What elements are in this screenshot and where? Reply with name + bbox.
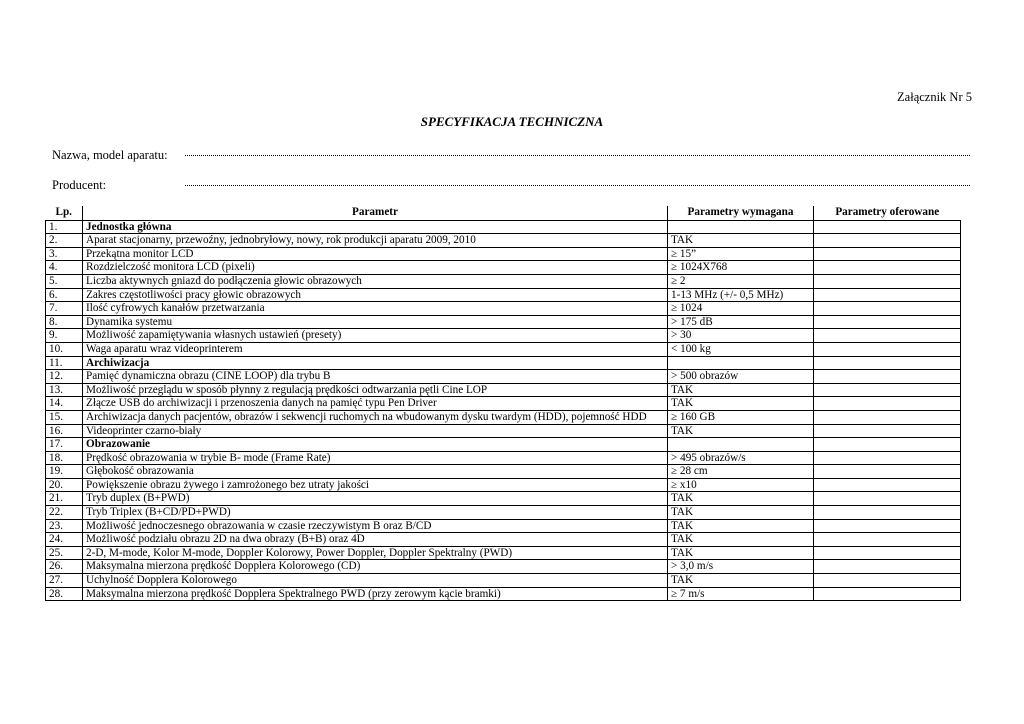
parameter-name: Rozdzielczość monitora LCD (pixeli) [83, 261, 668, 275]
table-row [46, 478, 961, 492]
required-value: TAK [668, 574, 814, 588]
offered-value-cell [814, 478, 961, 492]
row-number: 14. [46, 397, 83, 411]
table-row [46, 519, 961, 533]
required-value: ≥ 160 GB [668, 410, 814, 424]
parameter-name: Ilość cyfrowych kanałów przetwarzania [83, 302, 668, 316]
row-number: 6. [46, 288, 83, 302]
table-row [46, 506, 961, 520]
row-number: 2. [46, 234, 83, 248]
required-value: TAK [668, 519, 814, 533]
required-value: TAK [668, 383, 814, 397]
table-row [46, 302, 961, 316]
model-dotted-line [185, 154, 970, 156]
parameter-name: Powiększenie obrazu żywego i zamrożonego bez utraty jakości [83, 478, 668, 492]
required-value: TAK [668, 424, 814, 438]
required-value: TAK [668, 533, 814, 547]
parameter-name: Głębokość obrazowania [83, 465, 668, 479]
required-value: ≥ x10 [668, 478, 814, 492]
row-number: 9. [46, 329, 83, 343]
offered-value-cell [814, 574, 961, 588]
offered-value-cell [814, 274, 961, 288]
table-row [46, 370, 961, 384]
offered-value-cell [814, 342, 961, 356]
row-number: 16. [46, 424, 83, 438]
parameter-name: Waga aparatu wraz videoprinterem [83, 342, 668, 356]
offered-value-cell [814, 546, 961, 560]
table-row [46, 329, 961, 343]
table-row [46, 220, 961, 234]
row-number: 12. [46, 370, 83, 384]
required-value [668, 438, 814, 452]
parameter-name: Prędkość obrazowania w trybie B- mode (Frame Rate) [83, 451, 668, 465]
table-row [46, 397, 961, 411]
required-value: > 175 dB [668, 315, 814, 329]
row-number: 19. [46, 465, 83, 479]
offered-value-cell [814, 519, 961, 533]
section-heading: Jednostka główna [83, 220, 668, 234]
offered-value-cell [814, 506, 961, 520]
offered-value-cell [814, 451, 961, 465]
required-value: ≥ 28 cm [668, 465, 814, 479]
required-value: TAK [668, 397, 814, 411]
row-number: 11. [46, 356, 83, 370]
model-label: Nazwa, model aparatu: [52, 148, 168, 162]
table-row [46, 383, 961, 397]
row-number: 17. [46, 438, 83, 452]
row-number: 23. [46, 519, 83, 533]
row-number: 22. [46, 506, 83, 520]
row-number: 10. [46, 342, 83, 356]
parameter-name: Dynamika systemu [83, 315, 668, 329]
table-row [46, 424, 961, 438]
required-value: > 500 obrazów [668, 370, 814, 384]
offered-value-cell [814, 261, 961, 275]
parameter-name: Maksymalna mierzona prędkość Dopplera Kolorowego (CD) [83, 560, 668, 574]
row-number: 4. [46, 261, 83, 275]
offered-value-cell [814, 302, 961, 316]
row-number: 18. [46, 451, 83, 465]
parameter-name: Videoprinter czarno-biały [83, 424, 668, 438]
offered-value-cell [814, 397, 961, 411]
table-row [46, 410, 961, 424]
offered-value-cell [814, 370, 961, 384]
required-value: ≥ 1024 [668, 302, 814, 316]
table-row [46, 234, 961, 248]
required-value: > 495 obrazów/s [668, 451, 814, 465]
row-number: 15. [46, 410, 83, 424]
parameter-name: Możliwość jednoczesnego obrazowania w czasie rzeczywistym B oraz B/CD [83, 519, 668, 533]
offered-value-cell [814, 220, 961, 234]
required-value: ≥ 7 m/s [668, 587, 814, 601]
offered-value-cell [814, 465, 961, 479]
attachment-label: Załącznik Nr 5 [897, 90, 972, 104]
offered-value-cell [814, 438, 961, 452]
offered-value-cell [814, 492, 961, 506]
specification-table [45, 206, 961, 601]
table-row [46, 274, 961, 288]
row-number: 21. [46, 492, 83, 506]
model-field [52, 148, 970, 163]
offered-value-cell [814, 560, 961, 574]
table-row [46, 492, 961, 506]
section-heading: Archiwizacja [83, 356, 668, 370]
offered-value-cell [814, 587, 961, 601]
offered-value-cell [814, 424, 961, 438]
offered-value-cell [814, 329, 961, 343]
row-number: 3. [46, 247, 83, 261]
parameter-name: Archiwizacja danych pacjentów, obrazów i sekwencji ruchomych na wbudowanym dysku twardym (HDD), pojemność HDD [83, 410, 668, 424]
table-row [46, 465, 961, 479]
parameter-name: Pamięć dynamiczna obrazu (CINE LOOP) dla trybu B [83, 370, 668, 384]
section-heading: Obrazowanie [83, 438, 668, 452]
header-required: Parametry wymagana [668, 206, 814, 220]
table-row [46, 315, 961, 329]
offered-value-cell [814, 533, 961, 547]
required-value: 1-13 MHz (+/- 0,5 MHz) [668, 288, 814, 302]
parameter-name: Zakres częstotliwości pracy głowic obrazowych [83, 288, 668, 302]
parameter-name: Złącze USB do archiwizacji i przenoszenia danych na pamięć typu Pen Driver [83, 397, 668, 411]
parameter-name: Maksymalna mierzona prędkość Dopplera Spektralnego PWD (przy zerowym kącie bramki) [83, 587, 668, 601]
row-number: 28. [46, 587, 83, 601]
required-value: > 3,0 m/s [668, 560, 814, 574]
row-number: 20. [46, 478, 83, 492]
parameter-name: Aparat stacjonarny, przewoźny, jednobryłowy, nowy, rok produkcji aparatu 2009, 2010 [83, 234, 668, 248]
offered-value-cell [814, 410, 961, 424]
row-number: 1. [46, 220, 83, 234]
table-row [46, 261, 961, 275]
producer-dotted-line [185, 184, 970, 186]
parameter-name: Uchylność Dopplera Kolorowego [83, 574, 668, 588]
table-row [46, 574, 961, 588]
required-value [668, 356, 814, 370]
parameter-name: Tryb Triplex (B+CD/PD+PWD) [83, 506, 668, 520]
table-row [46, 342, 961, 356]
required-value: ≥ 1024X768 [668, 261, 814, 275]
row-number: 5. [46, 274, 83, 288]
row-number: 24. [46, 533, 83, 547]
table-header-row [46, 206, 961, 220]
required-value: TAK [668, 492, 814, 506]
parameter-name: Możliwość zapamiętywania własnych ustawień (presety) [83, 329, 668, 343]
table-row [46, 546, 961, 560]
parameter-name: Liczba aktywnych gniazd do podłączenia głowic obrazowych [83, 274, 668, 288]
header-parametr: Parametr [83, 206, 668, 220]
table-row [46, 451, 961, 465]
offered-value-cell [814, 247, 961, 261]
offered-value-cell [814, 383, 961, 397]
required-value: > 30 [668, 329, 814, 343]
header-offered: Parametry oferowane [814, 206, 961, 220]
required-value: ≥ 2 [668, 274, 814, 288]
parameter-name: Możliwość podziału obrazu 2D na dwa obrazy (B+B) oraz 4D [83, 533, 668, 547]
row-number: 13. [46, 383, 83, 397]
row-number: 7. [46, 302, 83, 316]
offered-value-cell [814, 234, 961, 248]
required-value: TAK [668, 546, 814, 560]
table-row [46, 560, 961, 574]
table-body [46, 220, 961, 601]
required-value: ≥ 15” [668, 247, 814, 261]
offered-value-cell [814, 288, 961, 302]
offered-value-cell [814, 315, 961, 329]
producer-field [52, 178, 970, 193]
row-number: 27. [46, 574, 83, 588]
row-number: 25. [46, 546, 83, 560]
row-number: 26. [46, 560, 83, 574]
table-row [46, 356, 961, 370]
parameter-name: Przekątna monitor LCD [83, 247, 668, 261]
required-value: TAK [668, 234, 814, 248]
offered-value-cell [814, 356, 961, 370]
table-row [46, 533, 961, 547]
table-row [46, 587, 961, 601]
required-value: TAK [668, 506, 814, 520]
parameter-name: 2-D, M-mode, Kolor M-mode, Doppler Kolorowy, Power Doppler, Doppler Spektralny (PWD) [83, 546, 668, 560]
row-number: 8. [46, 315, 83, 329]
producer-label: Producent: [52, 178, 107, 192]
table-row [46, 288, 961, 302]
parameter-name: Tryb duplex (B+PWD) [83, 492, 668, 506]
table-row [46, 247, 961, 261]
header-lp: Lp. [46, 206, 83, 220]
table-row [46, 438, 961, 452]
parameter-name: Możliwość przeglądu w sposób płynny z regulacją prędkości odtwarzania pętli Cine LOP [83, 383, 668, 397]
required-value [668, 220, 814, 234]
document-title: SPECYFIKACJA TECHNICZNA [420, 114, 604, 129]
required-value: < 100 kg [668, 342, 814, 356]
